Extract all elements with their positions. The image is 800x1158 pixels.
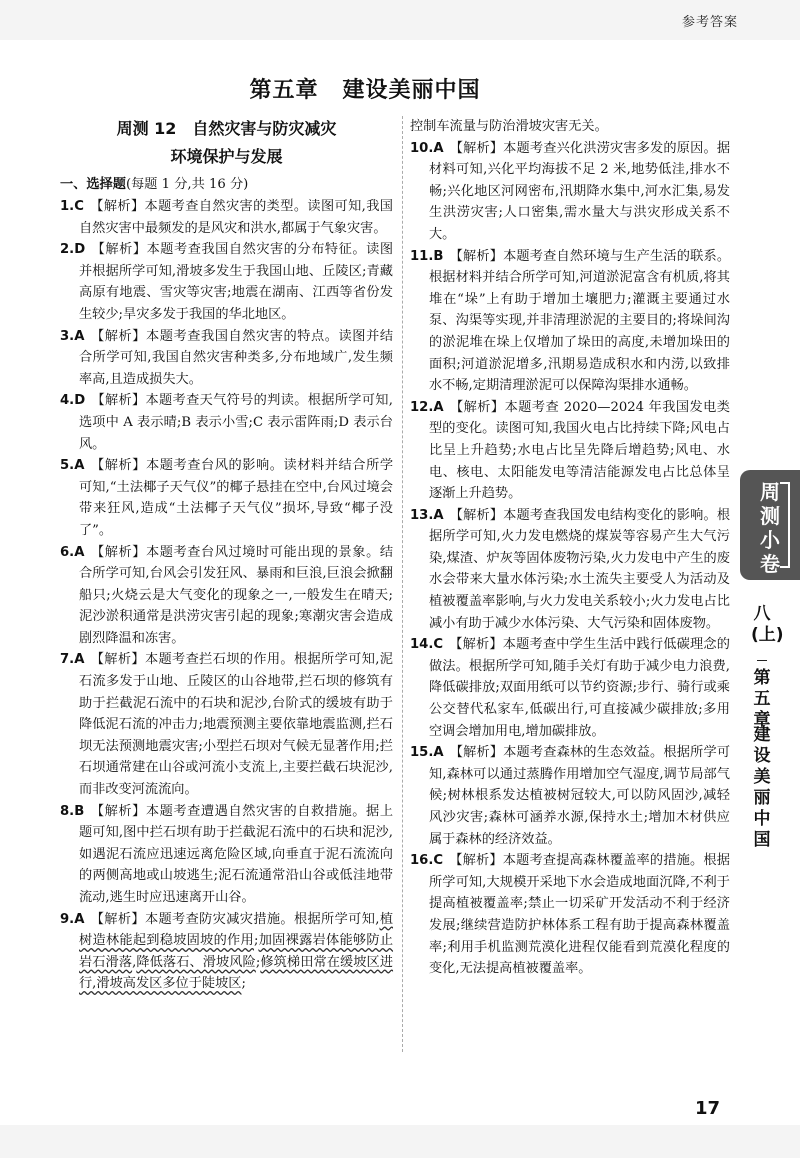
question-item (410, 397, 730, 505)
side-chapter: 第五章 (753, 668, 771, 730)
side-topic: 建设美丽中国 (753, 725, 771, 850)
left-question-list (60, 196, 393, 909)
page-number: 17 (694, 1098, 720, 1119)
analysis-tag: 【解析】 (91, 242, 147, 258)
analysis-tag: 【解析】 (449, 507, 504, 523)
side-tab-bracket (780, 482, 790, 568)
question-answer: A (433, 507, 444, 523)
question-text: 本题考查自然灾害的类型。读图可知,我国自然灾害中最频发的是风灾和洪水,都属于气象灾害。 (79, 199, 393, 236)
punctuation: ; (241, 976, 246, 992)
question-9-continuation: 控制车流量与防治滑坡灾害无关。 (410, 119, 608, 134)
question-item (410, 138, 730, 246)
section-subtitle: 环境保护与发展 (170, 147, 283, 166)
question-number: 3. (60, 328, 75, 344)
question-answer: C (74, 199, 84, 214)
part-heading-label: 一、选择题 (60, 177, 126, 192)
question-number: 11. (410, 248, 434, 264)
question-number: 16. (410, 853, 434, 869)
side-separator (757, 660, 767, 661)
analysis-tag: 【解析】 (90, 652, 145, 668)
left-column (60, 116, 393, 995)
question-answer: A (74, 458, 85, 474)
right-column (410, 116, 730, 980)
chapter-title (0, 73, 730, 104)
analysis-tag: 【解析】 (90, 328, 146, 344)
wavy-underlined-text: 植树造林能起到稳坡固坡的作用 (79, 911, 393, 949)
analysis-tag: 【解析】 (449, 248, 504, 264)
punctuation: ; (253, 933, 259, 949)
part-heading (60, 174, 393, 196)
chapter-number: 第五章 (249, 78, 319, 103)
question-item (410, 246, 730, 397)
question-item (60, 239, 393, 325)
question-number: 1. (60, 199, 75, 214)
question-number: 9. (60, 911, 75, 927)
question-answer: A (74, 911, 85, 927)
question-number: 14. (410, 637, 434, 653)
question-answer: B (433, 248, 444, 264)
chapter-name: 建设美丽中国 (342, 78, 481, 103)
question-answer: C (433, 637, 444, 653)
question-text: 本题考查我国自然灾害的特点。读图并结合所学可知,我国自然灾害种类多,分布地域广,发生频率高,且造成损失大。 (79, 328, 394, 387)
question-number: 12. (410, 399, 434, 415)
column-divider (402, 116, 403, 1052)
analysis-tag: 【解析】 (449, 399, 505, 415)
question-answer: A (74, 544, 85, 560)
top-band (0, 0, 800, 40)
question-text: 本题考查我国发电结构变化的影响。根据所学可知,火力发电燃烧的煤炭等容易产生大气污染,煤渣、炉灰等固体废物污染,火力发电中产生的废水会带来大量水体污染;水土流失主要受人为活动及植被覆盖率影响,与火力发电关系较小;火力发电占比减小有助于减少水体污染、大气污染和固体废物。 (429, 507, 731, 631)
analysis-tag: 【解析】 (89, 199, 145, 214)
question-text: 本题考查 2020—2024 年我国发电类型的变化。读图可知,我国火电占比持续下降;风电占比呈上升趋势;水电占比呈先降后增趋势;风电、水电、核电、太阳能发电等清洁能源发电占比总体呈逐渐上升趋势。 (429, 399, 730, 502)
reference-answers-label: 参考答案 (681, 15, 738, 30)
side-separator (757, 717, 767, 718)
question-text: 本题考查防灾减灾措施。根据所学可知, (144, 911, 380, 927)
question-number: 6. (60, 544, 75, 560)
analysis-tag: 【解析】 (90, 803, 146, 819)
analysis-tag: 【解析】 (90, 911, 145, 927)
question-item (60, 196, 393, 239)
question-item (60, 542, 393, 650)
side-tab (740, 470, 800, 580)
question-text: 本题考查天气符号的判读。根据所学可知,选项中 A 表示晴;B 表示小雪;C 表示雷阵雨;D 表示台风。 (79, 393, 393, 452)
right-question-list (410, 138, 730, 980)
question-number: 13. (410, 507, 434, 523)
part-heading-note: (每题 1 分,共 16 分) (125, 177, 249, 192)
question-number: 5. (60, 458, 75, 474)
question-item (60, 801, 393, 909)
question-text: 本题考查台风过境时可能出现的景象。结合所学可知,台风会引发狂风、暴雨和巨浪,巨浪会掀翻船只;火烧云是大气变化的现象之一,一般发生在晴天;泥沙淤积通常是洪涝灾害引起的现象;寒潮灾害会造成剧烈降温和冻害。 (79, 544, 394, 646)
question-answer: D (74, 393, 86, 409)
question-number: 15. (410, 745, 434, 761)
question-item (410, 505, 730, 635)
punctuation: , (132, 954, 137, 970)
question-answer: A (74, 328, 85, 344)
question-text: 本题考查兴化洪涝灾害多发的原因。据材料可知,兴化平均海拔不足 2 米,地势低洼,排水不畅;兴化地区河网密布,汛期降水集中,河水汇集,易发生洪涝灾害;人口密集,需水量大与洪灾形成关系不大。 (429, 140, 731, 242)
question-item (60, 909, 393, 995)
question-item (60, 326, 393, 391)
wavy-underlined-text: 修筑梯田常在缓坡区进行,滑坡高发区多位于陡坡区 (79, 954, 394, 992)
wavy-underlined-text: 降低落石、滑坡风险 (136, 954, 256, 970)
analysis-tag: 【解析】 (90, 544, 146, 560)
question-answer: C (433, 853, 444, 869)
analysis-tag: 【解析】 (91, 393, 146, 409)
question-number: 10. (410, 140, 434, 156)
question-text: 本题考查提高森林覆盖率的措施。根据所学可知,大规模开采地下水会造成地面沉降,不利于提高植被覆盖率;禁止一切采矿开发活动不利于经济发展;继续营造防护林体系工程有助于提高森林覆盖率;利用手机监测荒漠化进程仅能看到荒漠化程度的变化,无法提高植被覆盖率。 (429, 853, 730, 977)
question-answer: B (74, 803, 85, 819)
question-text: 本题考查拦石坝的作用。根据所学可知,泥石流多发于山地、丘陵区的山谷地带,拦石坝的修筑有助于拦截泥石流中的石块和泥沙,台阶式的缓坡有助于降低泥石流的冲击力;地震预测主要依靠地震监测,拦石坝无法预测地震灾害;小型拦石坝对气候无显著作用;拦石坝通常建在山谷或河流小支流上,主要拦截石块泥沙,而非改变河流流向。 (79, 652, 393, 798)
bottom-band (0, 1125, 800, 1158)
question-text: 本题考查遭遇自然灾害的自救措施。据上题可知,图中拦石坝有助于拦截泥石流中的石块和泥沙,如遇泥石流应迅速远离危险区域,向垂直于泥石流流向的两侧高地或山坡逃生;泥石流通常沿山谷或低洼地带流动,逃生时应迅速离开山谷。 (79, 803, 394, 905)
side-grade: 八(上) (751, 604, 784, 645)
question-number: 8. (60, 803, 75, 819)
analysis-tag: 【解析】 (449, 140, 504, 156)
question-text: 本题考查台风的影响。读材料并结合所学可知,“土法椰子天气仪”的椰子悬挂在空中,台风过境会带来狂风,造成“土法椰子天气仪”损坏,导致“椰子没了”。 (79, 458, 394, 538)
analysis-tag: 【解析】 (90, 458, 146, 474)
question-item (60, 455, 393, 541)
question-answer: A (433, 399, 444, 415)
section-title: 周测 12 自然灾害与防灾减灾 (116, 119, 337, 138)
wavy-underlined-text: 加固裸露岩体能够防止岩石滑落 (79, 933, 394, 970)
question-answer: A (433, 140, 444, 156)
question-number: 2. (60, 242, 75, 258)
analysis-tag: 【解析】 (449, 745, 504, 761)
question-number: 4. (60, 393, 75, 409)
question-text: 本题考查自然环境与生产生活的联系。根据材料并结合所学可知,河道淤泥富含有机质,将其堆在“垛”上有助于增加土壤肥力;灌溉主要通过水泵、沟渠等实现,并非清理淤泥的主要目的;将垛间沟的淤泥堆在垛上仅增加了垛田的高度,未增加垛田的面积;河道淤泥增多,汛期易造成积水和内涝,以致排水不畅,定期清理淤泥可以保障沟渠排水通畅。 (429, 248, 731, 394)
question-item (60, 390, 393, 455)
question-item (60, 649, 393, 800)
analysis-tag: 【解析】 (449, 637, 503, 653)
question-item (410, 634, 730, 742)
question-item (410, 850, 730, 980)
question-number: 7. (60, 652, 75, 668)
question-answer: A (433, 745, 444, 761)
side-tab-label: 周测小卷 (760, 480, 780, 576)
question-text: 本题考查我国自然灾害的分布特征。读图并根据所学可知,滑坡多发生于我国山地、丘陵区;青藏高原有地震、雪灾等灾害;地震在湖南、江西等省份发生较少;旱灾多发于我国的华北地区。 (79, 242, 394, 322)
punctuation: ; (255, 954, 261, 970)
question-text: 本题考查森林的生态效益。根据所学可知,森林可以通过蒸腾作用增加空气湿度,调节局部气候;树林根系发达植被树冠较大,可以防风固沙,减轻风沙灾害;森林可涵养水源,保持水土;增加木材供应属于森林的经济效益。 (429, 745, 731, 847)
analysis-tag: 【解析】 (449, 853, 503, 869)
question-item (410, 742, 730, 850)
question-answer: D (74, 242, 86, 258)
question-text: 本题考查中学生生活中践行低碳理念的做法。根据所学可知,随手关灯有助于减少电力浪费,降低碳排放;双面用纸可以节约资源;步行、骑行或乘公交替代私家车,低碳出行,可直接减少碳排放;多用空调会增加用电,增加碳排放。 (429, 637, 730, 739)
question-answer: A (74, 652, 85, 668)
